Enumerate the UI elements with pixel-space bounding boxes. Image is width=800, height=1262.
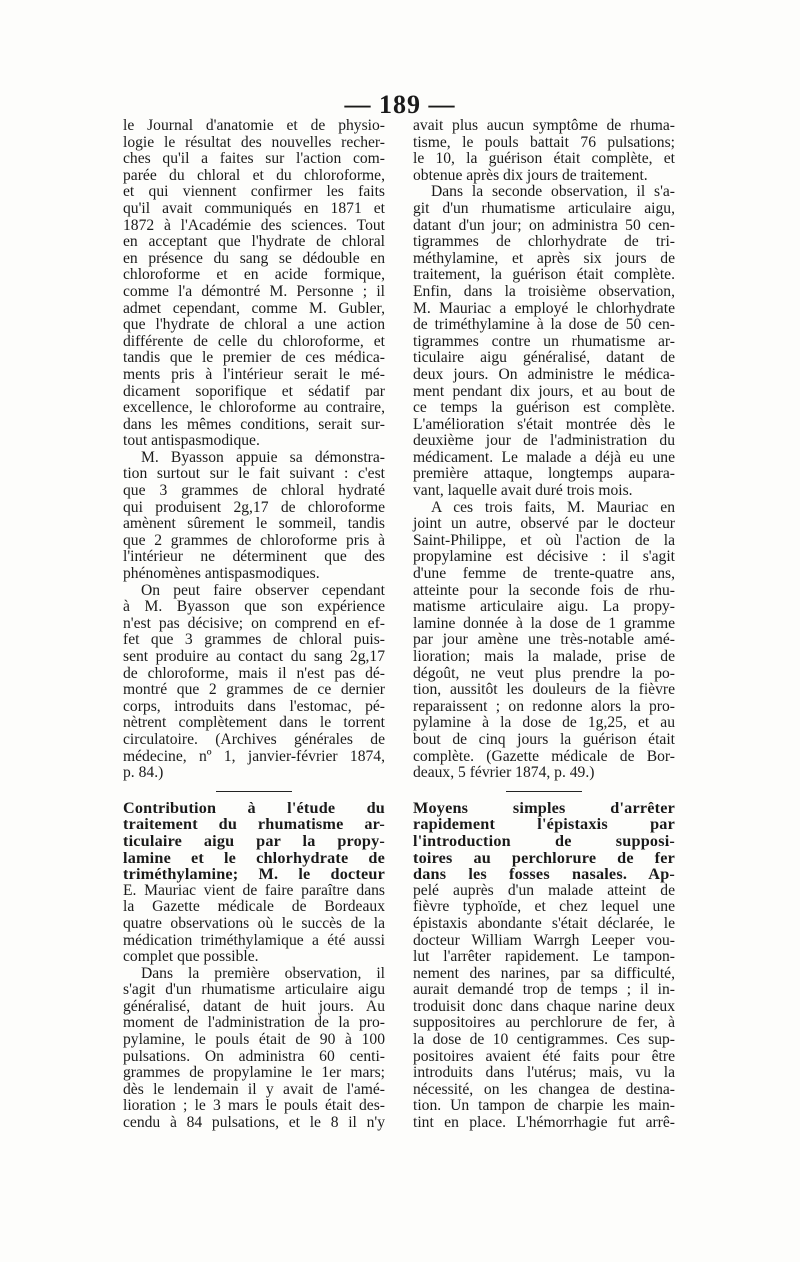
text-line: la dose de 10 centigrammes. Ces sup- [413, 1031, 675, 1049]
text-line: introduits dans l'utérus; mais, vu la [413, 1064, 675, 1082]
text-line: à M. Byasson que son expérience [123, 598, 385, 616]
text-line: que l'hydrate de chloral a une action [123, 316, 385, 334]
text-line: tion. Un tampon de charpie les main- [413, 1097, 675, 1115]
heading-line: triméthylamine; M. le docteur [123, 865, 385, 884]
text-line: vant, laquelle avait duré trois mois. [413, 482, 633, 500]
paragraph [413, 500, 675, 782]
heading-line: l'introduction de supposi- [413, 831, 675, 850]
text-line: parée du chloral et du chloroforme, [123, 166, 385, 184]
text-line: de chloroforme, mais il n'est pas dé- [123, 664, 385, 682]
text-line: 1872 à l'Académie des sciences. Tout [123, 216, 385, 234]
text-line: lamine donnée à la dose de 1 gramme [413, 614, 675, 632]
text-line: deuxième jour de l'administration du [413, 432, 675, 450]
text-line: complète. (Gazette médicale de Bor- [413, 747, 675, 765]
text-line: médicament. Le malade a déjà eu une [413, 448, 675, 466]
text-line: excellence, le chloroforme au contraire, [123, 399, 385, 417]
text-line: sent produire au contact du sang 2g,17 [123, 648, 385, 665]
text-line: positoires avaient été faits pour être [413, 1047, 675, 1065]
right-column [413, 118, 675, 1132]
text-line: par jour amène une très-notable amé- [413, 631, 675, 649]
text-line: pulsations. On administra 60 centi- [123, 1047, 385, 1065]
text-line: datant d'un jour; on administra 50 cen- [413, 216, 675, 234]
text-line: dicament soporifique et sédatif par [123, 382, 385, 400]
text-line: admet cependant, comme M. Gubler, [123, 299, 385, 317]
text-line: phénomènes antispasmodiques. [123, 565, 320, 583]
section-divider [216, 791, 292, 792]
text-line: la Gazette médicale de Bordeaux [123, 898, 385, 916]
text-line: tigrammes contre un rhumatisme ar- [413, 332, 675, 350]
text-line: de triméthylamine à la dose de 50 cen- [413, 316, 675, 334]
text-line: troduisit donc dans chaque narine deux [413, 997, 675, 1015]
heading-line: rapidement l'épistaxis par [413, 815, 675, 834]
text-line: E. Mauriac vient de faire paraître dans [123, 881, 385, 899]
left-column [123, 118, 385, 1132]
text-line: amènent sûrement le sommeil, tandis [123, 515, 385, 533]
text-line: chloroforme et en acide formique, [123, 266, 385, 284]
paragraph [413, 118, 675, 184]
text-line: Dans la seconde observation, il s'a- [431, 183, 675, 201]
section-heading [413, 800, 675, 883]
text-line: ments pris à l'intérieur serait le mé- [123, 365, 385, 383]
text-line: épistaxis abondante s'était déclarée, le [413, 914, 675, 932]
text-line: tion surtout sur le fait suivant : c'est [123, 465, 385, 483]
heading-line: toires au perchlorure de fer [413, 848, 675, 867]
text-line: dans les mêmes conditions, serait sur- [123, 415, 385, 433]
text-line: Enfin, dans la troisième observation, [413, 282, 675, 300]
text-line: fet que 3 grammes de chloral puis- [123, 631, 385, 649]
text-line: et qui viennent confirmer les faits [123, 183, 385, 201]
text-line: en acceptant que l'hydrate de chloral [123, 233, 385, 251]
page-number: — 189 — [344, 90, 456, 119]
text-line: s'agit d'un rhumatisme articulaire aigu [123, 981, 385, 999]
text-line: traitement, la guérison était complète. [413, 266, 675, 284]
text-line: tisme, le pouls battait 76 pulsations; [413, 133, 675, 151]
text-line: deux jours. On administre le médica- [413, 365, 675, 383]
text-line: que 2 grammes de chloroforme pris à [123, 531, 385, 549]
text-line: avait plus aucun symptôme de rhuma- [413, 117, 675, 134]
text-line: comme l'a démontré M. Personne ; il [123, 282, 385, 300]
text-line: ce temps la guérison est complète. [413, 399, 675, 417]
text-line: reparaissent ; on redonne alors la pro- [413, 697, 675, 715]
text-line: n'est pas décisive; on comprend en ef- [123, 614, 385, 632]
text-line: lioration; mais la malade, prise de [413, 648, 675, 665]
text-line: quatre observations où le succès de la [123, 914, 385, 932]
text-line: obtenue après dix jours de traitement. [413, 166, 648, 184]
heading-line: ticulaire aigu par la propy- [123, 831, 385, 850]
text-line: bout de cinq jours la guérison était [413, 730, 675, 748]
paragraph [413, 883, 675, 1132]
text-line: tout antispasmodique. [123, 432, 260, 450]
text-line: qu'il avait communiqués en 1871 et [123, 199, 385, 217]
paragraph [123, 118, 385, 450]
text-line: joint un autre, observé par le docteur [413, 515, 675, 533]
heading-line: Moyens simples d'arrêter [413, 798, 675, 817]
text-line: logie le résultat des nouvelles recher- [123, 133, 385, 151]
section-heading [123, 800, 385, 883]
heading-line: traitement du rhumatisme ar- [123, 815, 385, 834]
text-line: git d'un rhumatisme articulaire aigu, [413, 199, 675, 217]
text-line: médecine, nº 1, janvier-février 1874, [123, 747, 385, 765]
text-line: méthylamine, et après six jours de [413, 249, 675, 267]
text-line: différente de celle du chloroforme, et [123, 332, 385, 350]
text-line: pylamine, le pouls était de 90 à 100 [123, 1031, 385, 1049]
text-line: grammes de propylamine le 1er mars; [123, 1064, 385, 1082]
text-line: l'intérieur ne déterminent que des [123, 548, 385, 566]
text-line: complet que possible. [123, 948, 259, 966]
text-line: tion, aussitôt les douleurs de la fièvre [413, 681, 675, 699]
paragraph [123, 966, 385, 1132]
text-line: cendu à 84 pulsations, et le 8 il n'y [123, 1114, 385, 1132]
text-line: lut l'arrêter rapidement. Le tampon- [413, 948, 675, 966]
text-line: tandis que le premier de ces médica- [123, 349, 385, 367]
text-line: nécessité, on les changea de destina- [413, 1080, 675, 1098]
text-line: le Journal d'anatomie et de physio- [123, 117, 385, 134]
text-line: docteur William Warrgh Leeper vou- [413, 931, 675, 949]
text-line: M. Mauriac a employé le chlorhydrate [413, 299, 675, 317]
text-line: que 3 grammes de chloral hydraté [123, 482, 385, 500]
text-line: propylamine est décisive : il s'agit [413, 548, 675, 566]
text-line: M. Byasson appuie sa démonstra- [141, 448, 385, 466]
text-line: dégoût, ne veut plus prendre la po- [413, 664, 675, 682]
paragraph [413, 184, 675, 499]
text-line: qui produisent 2g,17 de chloroforme [123, 498, 385, 516]
text-line: première attaque, longtemps aupara- [413, 465, 675, 483]
section-divider [506, 791, 582, 792]
text-line: Saint-Philippe, et où l'action de la [413, 531, 675, 549]
heading-line: Contribution à l'étude du [123, 798, 385, 817]
text-line: fièvre typhoïde, et chez lequel une [413, 898, 675, 916]
text-line: ches qu'il a faites sur l'action com- [123, 150, 385, 168]
text-line: tint en place. L'hémorrhagie fut arrê- [413, 1114, 675, 1132]
text-line: suppositoires au perchlorure de fer, à [413, 1014, 675, 1032]
text-line: corps, introduits dans l'estomac, pé- [123, 697, 385, 715]
heading-line: lamine et le chlorhydrate de [123, 848, 385, 867]
heading-line: dans les fosses nasales. Ap- [413, 865, 675, 884]
text-line: A ces trois faits, M. Mauriac en [431, 498, 675, 516]
text-line: montré que 2 grammes de ce dernier [123, 681, 385, 699]
text-line: Dans la première observation, il [141, 964, 385, 982]
text-line: en présence du sang se dédouble en [123, 249, 385, 267]
text-line: d'une femme de trente-quatre ans, [413, 565, 675, 583]
paragraph [123, 883, 385, 966]
text-line: le 10, la guérison était complète, et [413, 150, 675, 168]
text-line: pelé auprès d'un malade atteint de [413, 881, 675, 899]
text-line: dès le lendemain il y avait de l'amé- [123, 1080, 385, 1098]
text-line: nement des narines, par sa difficulté, [413, 964, 675, 982]
text-line: ticulaire aigu généralisé, datant de [413, 349, 675, 367]
text-line: généralisé, datant de huit jours. Au [123, 997, 385, 1015]
paragraph [123, 583, 385, 782]
text-line: On peut faire observer cependant [141, 581, 385, 599]
text-line: nètrent complètement dans le torrent [123, 714, 385, 732]
text-line: moment de l'administration de la pro- [123, 1014, 385, 1032]
text-line: aurait demandé trop de temps ; il in- [413, 981, 675, 999]
text-line: atteinte pour la seconde fois de rhu- [413, 581, 675, 599]
text-line: médication triméthylamique a été aussi [123, 931, 385, 949]
text-line: circulatoire. (Archives générales de [123, 730, 385, 748]
text-line: ment pendant dix jours, et au bout de [413, 382, 675, 400]
text-line: pylamine à la dose de 1g,25, et au [413, 714, 675, 732]
text-line: tigrammes de chlorhydrate de tri- [413, 233, 675, 251]
text-line: lioration ; le 3 mars le pouls était des- [123, 1097, 385, 1115]
text-line: p. 84.) [123, 764, 164, 782]
text-line: deaux, 5 février 1874, p. 49.) [413, 764, 595, 782]
paragraph [123, 450, 385, 583]
text-line: matisme articulaire aigu. La propy- [413, 598, 675, 616]
text-line: L'amélioration s'était montrée dès le [413, 415, 675, 433]
